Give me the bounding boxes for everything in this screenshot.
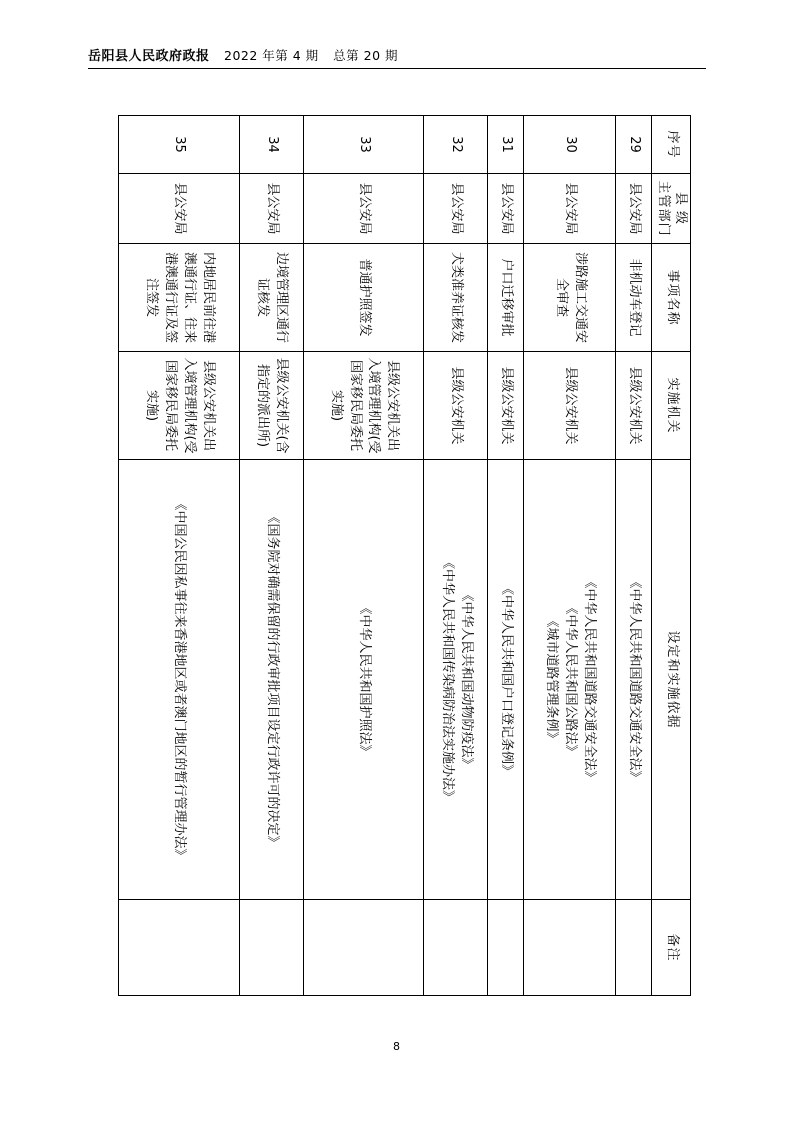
basis-line: 《中华人民共和国护照法》	[356, 601, 372, 758]
rotated-table-inner	[118, 115, 691, 995]
cell-org: 县级公安机关	[488, 352, 524, 460]
column-header-dept-line1: 县 级	[673, 191, 688, 226]
cell-note	[616, 900, 652, 996]
cell-dept: 县公安局	[524, 174, 616, 244]
column-header-item: 事项名称	[652, 244, 691, 352]
cell-item: 涉路施工交通安全审查	[524, 244, 616, 352]
cell-no: 35	[119, 116, 240, 174]
cell-basis	[616, 460, 652, 900]
cell-dept: 县公安局	[239, 174, 303, 244]
table-row	[303, 116, 424, 996]
cell-item: 内地居民前往港澳通行证、往来港澳通行证及签注签发	[119, 244, 240, 352]
cell-org: 县级公安机关(含指定的派出所)	[239, 352, 303, 460]
table-row	[616, 116, 652, 996]
bulletin-title: 岳阳县人民政府政报	[88, 49, 210, 64]
cell-basis	[524, 460, 616, 900]
cell-no: 32	[424, 116, 488, 174]
table-row	[524, 116, 616, 996]
cell-basis	[424, 460, 488, 900]
cell-no: 31	[488, 116, 524, 174]
cell-no: 33	[303, 116, 424, 174]
cell-basis	[303, 460, 424, 900]
page-header	[88, 45, 706, 69]
cell-dept: 县公安局	[119, 174, 240, 244]
basis-line: 《国务院对确需保留的行政审批项目设定行政许可的决定》	[264, 510, 280, 849]
column-header-dept-line2: 主管部门	[656, 180, 672, 237]
table-row	[119, 116, 240, 996]
basis-line: 《中华人民共和国道路交通安全法》	[627, 575, 643, 784]
cell-no: 34	[239, 116, 303, 174]
cell-dept: 县公安局	[488, 174, 524, 244]
cell-item: 普通护照签发	[303, 244, 424, 352]
cell-org: 县级公安机关出入境管理机构(受国家移民局委托实施)	[303, 352, 424, 460]
basis-line: 《中华人民共和国道路交通安全法》	[582, 575, 598, 784]
bulletin-issue: 2022 年第 4 期	[224, 48, 319, 63]
rotated-table-container	[118, 115, 691, 995]
cell-dept: 县公安局	[303, 174, 424, 244]
basis-line: 《城市道路管理条例》	[544, 614, 560, 745]
cell-org: 县级公安机关出入境管理机构(受国家移民局委托实施)	[119, 352, 240, 460]
column-header-dept	[652, 174, 691, 244]
column-header-basis: 设定和实施依据	[652, 460, 691, 900]
cell-note	[119, 900, 240, 996]
cell-note	[424, 900, 488, 996]
cell-org: 县级公安机关	[424, 352, 488, 460]
cell-org: 县级公安机关	[616, 352, 652, 460]
cell-basis	[488, 460, 524, 900]
cell-dept: 县公安局	[424, 174, 488, 244]
cell-no: 29	[616, 116, 652, 174]
cell-note	[303, 900, 424, 996]
cell-item: 非机动车登记	[616, 244, 652, 352]
cell-basis	[119, 460, 240, 900]
cell-note	[239, 900, 303, 996]
table-row	[239, 116, 303, 996]
column-header-note: 备注	[652, 900, 691, 996]
cell-item: 户口迁移审批	[488, 244, 524, 352]
column-header-org: 实施机关	[652, 352, 691, 460]
table-row	[424, 116, 488, 996]
cell-note	[524, 900, 616, 996]
cell-item: 犬类准养证核发	[424, 244, 488, 352]
cell-note	[488, 900, 524, 996]
table-header-row	[652, 116, 691, 996]
basis-line: 《中国公民因私事往来香港地区或者澳门地区的暂行管理办法》	[172, 497, 188, 862]
basis-line: 《中华人民共和国公路法》	[563, 601, 579, 758]
column-header-no: 序号	[652, 116, 691, 174]
cell-org: 县级公安机关	[524, 352, 616, 460]
bulletin-total-issue: 总第 20 期	[333, 48, 399, 63]
administrative-items-table	[118, 115, 691, 996]
basis-line: 《中华人民共和国户口登记条例》	[499, 581, 515, 777]
cell-item: 边境管理区通行证核发	[239, 244, 303, 352]
cell-no: 30	[524, 116, 616, 174]
cell-basis	[239, 460, 303, 900]
basis-line: 《中华人民共和国传染病防治法实施办法》	[439, 555, 455, 803]
page-number: 8	[393, 1040, 400, 1053]
cell-dept: 县公安局	[616, 174, 652, 244]
table-row	[488, 116, 524, 996]
basis-line: 《中华人民共和国动物防疫法》	[458, 588, 474, 771]
